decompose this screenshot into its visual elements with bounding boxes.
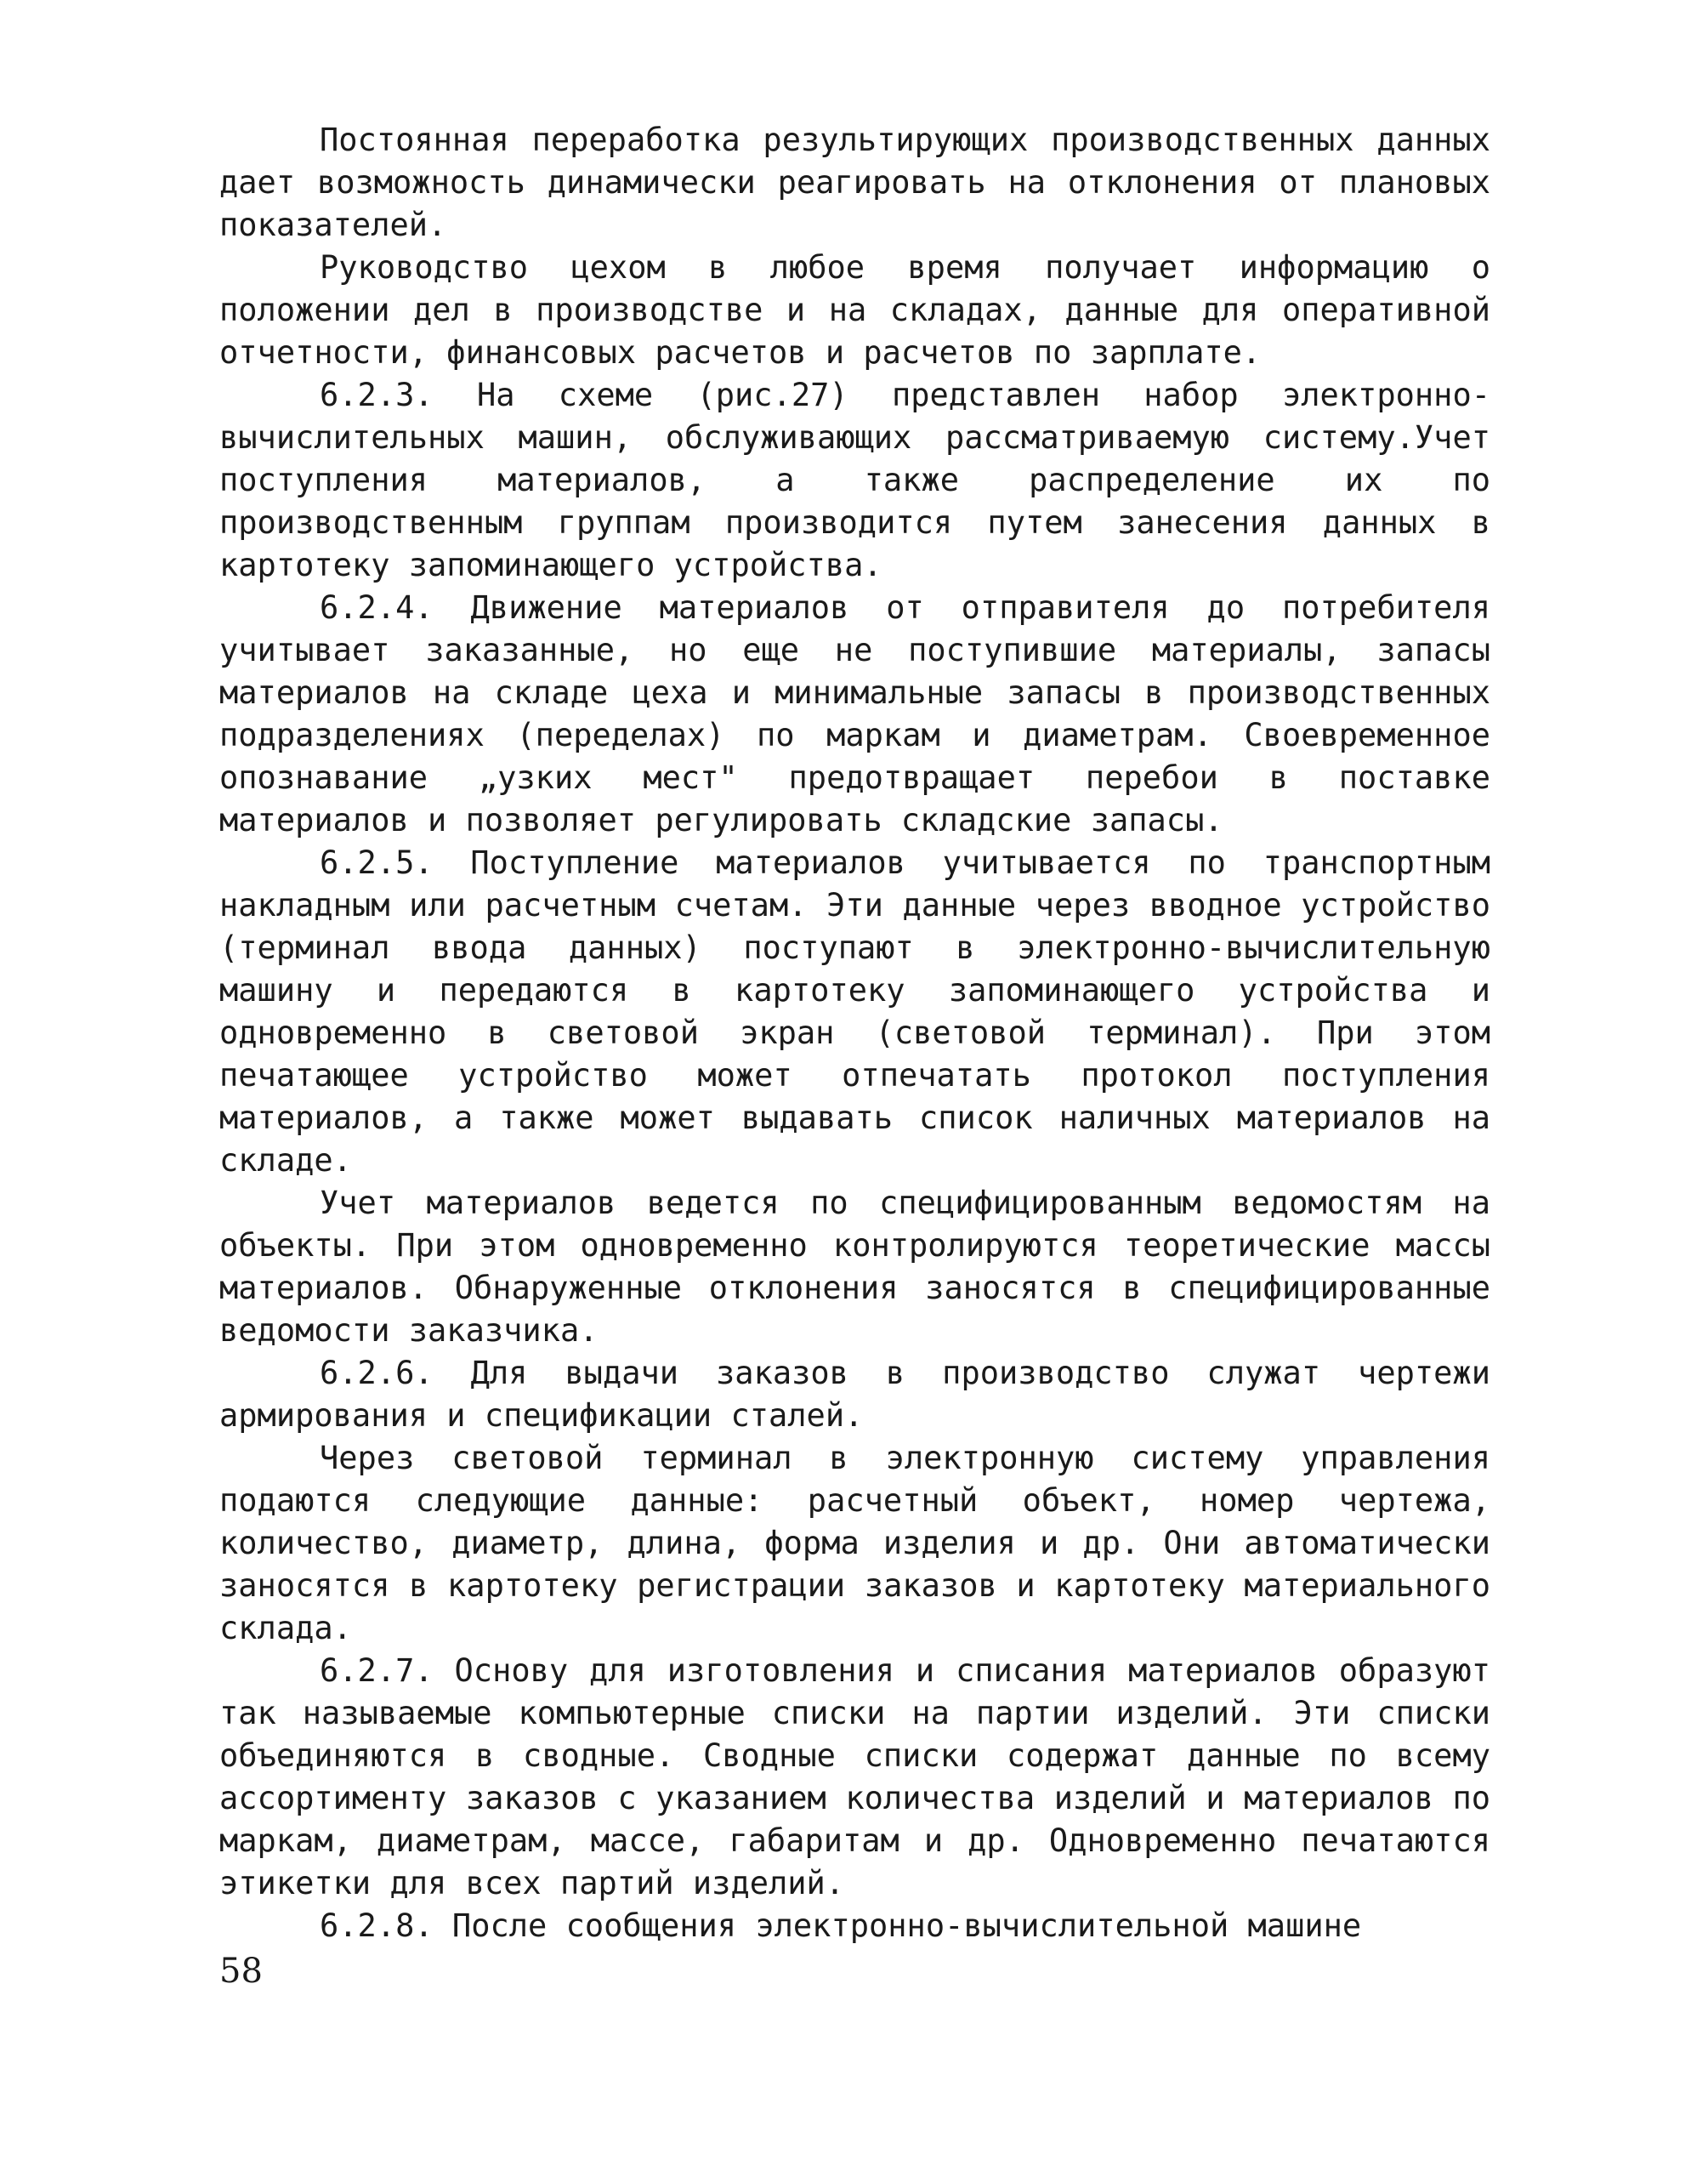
document-body xyxy=(219,119,1490,1947)
paragraph-1: Постоянная переработка результирующих производственных данных дает возможность динамически реагировать на отклонения от плановых показателей. xyxy=(219,122,1490,243)
paragraph-5: 6.2.5. Поступление материалов учитывается по транспортным накладным или расчетным счетам. Эти данные через вводное устройство (терминал ввода данных) поступают в электронно-вычислительную машину и передаются в картотеку запоминающего устройства и одновременно в световой экран (световой терминал). При этом печатающее устройство может отпечатать протокол поступления материалов, а также может выдавать список наличных материалов на складе. xyxy=(219,844,1490,1179)
paragraph-3: 6.2.3. На схеме (рис.27) представлен набор электронно-вычислительных машин, обслуживающих рассматриваемую систему.Учет поступления материалов, а также распределение их по производственным группам производится путем занесения данных в картотеку запоминающего устройства. xyxy=(219,377,1490,583)
paragraph-7: 6.2.6. Для выдачи заказов в производство служат чертежи армирования и спецификации сталей. xyxy=(219,1355,1490,1434)
paragraph-10: 6.2.8. После сообщения электронно-вычислительной машине xyxy=(320,1907,1362,1944)
paragraph-4: 6.2.4. Движение материалов от отправителя до потребителя учитывает заказанные, но еще не поступившие материалы, запасы материалов на складе цеха и минимальные запасы в производственных подразделениях (переделах) по маркам и диаметрам. Своевременное опознавание „узких мест" предотвращает перебои в поставке материалов и позволяет регулировать складские запасы. xyxy=(219,589,1490,838)
paragraph-2: Руководство цехом в любое время получает информацию о положении дел в производстве и на складах, данные для оперативной отчетности, финансовых расчетов и расчетов по зарплате. xyxy=(219,249,1490,371)
paragraph-9: 6.2.7. Основу для изготовления и списания материалов образуют так называемые компьютерные списки на партии изделий. Эти списки объединяются в сводные. Сводные списки содержат данные по всему ассортименту заказов с указанием количества изделий и материалов по маркам, диаметрам, массе, габаритам и др. Одновременно печатаются этикетки для всех партий изделий. xyxy=(219,1652,1490,1901)
paragraph-8: Через световой терминал в электронную систему управления подаются следующие данные: расчетный объект, номер чертежа, количество, диаметр, длина, форма изделия и др. Они автоматически заносятся в картотеку регистрации заказов и картотеку материального склада. xyxy=(219,1440,1490,1646)
page-number: 58 xyxy=(219,1952,263,1991)
paragraph-6: Учет материалов ведется по специфицированным ведомостям на объекты. При этом одновременно контролируются теоретические массы материалов. Обнаруженные отклонения заносятся в специфицированные ведомости заказчика. xyxy=(219,1185,1490,1349)
